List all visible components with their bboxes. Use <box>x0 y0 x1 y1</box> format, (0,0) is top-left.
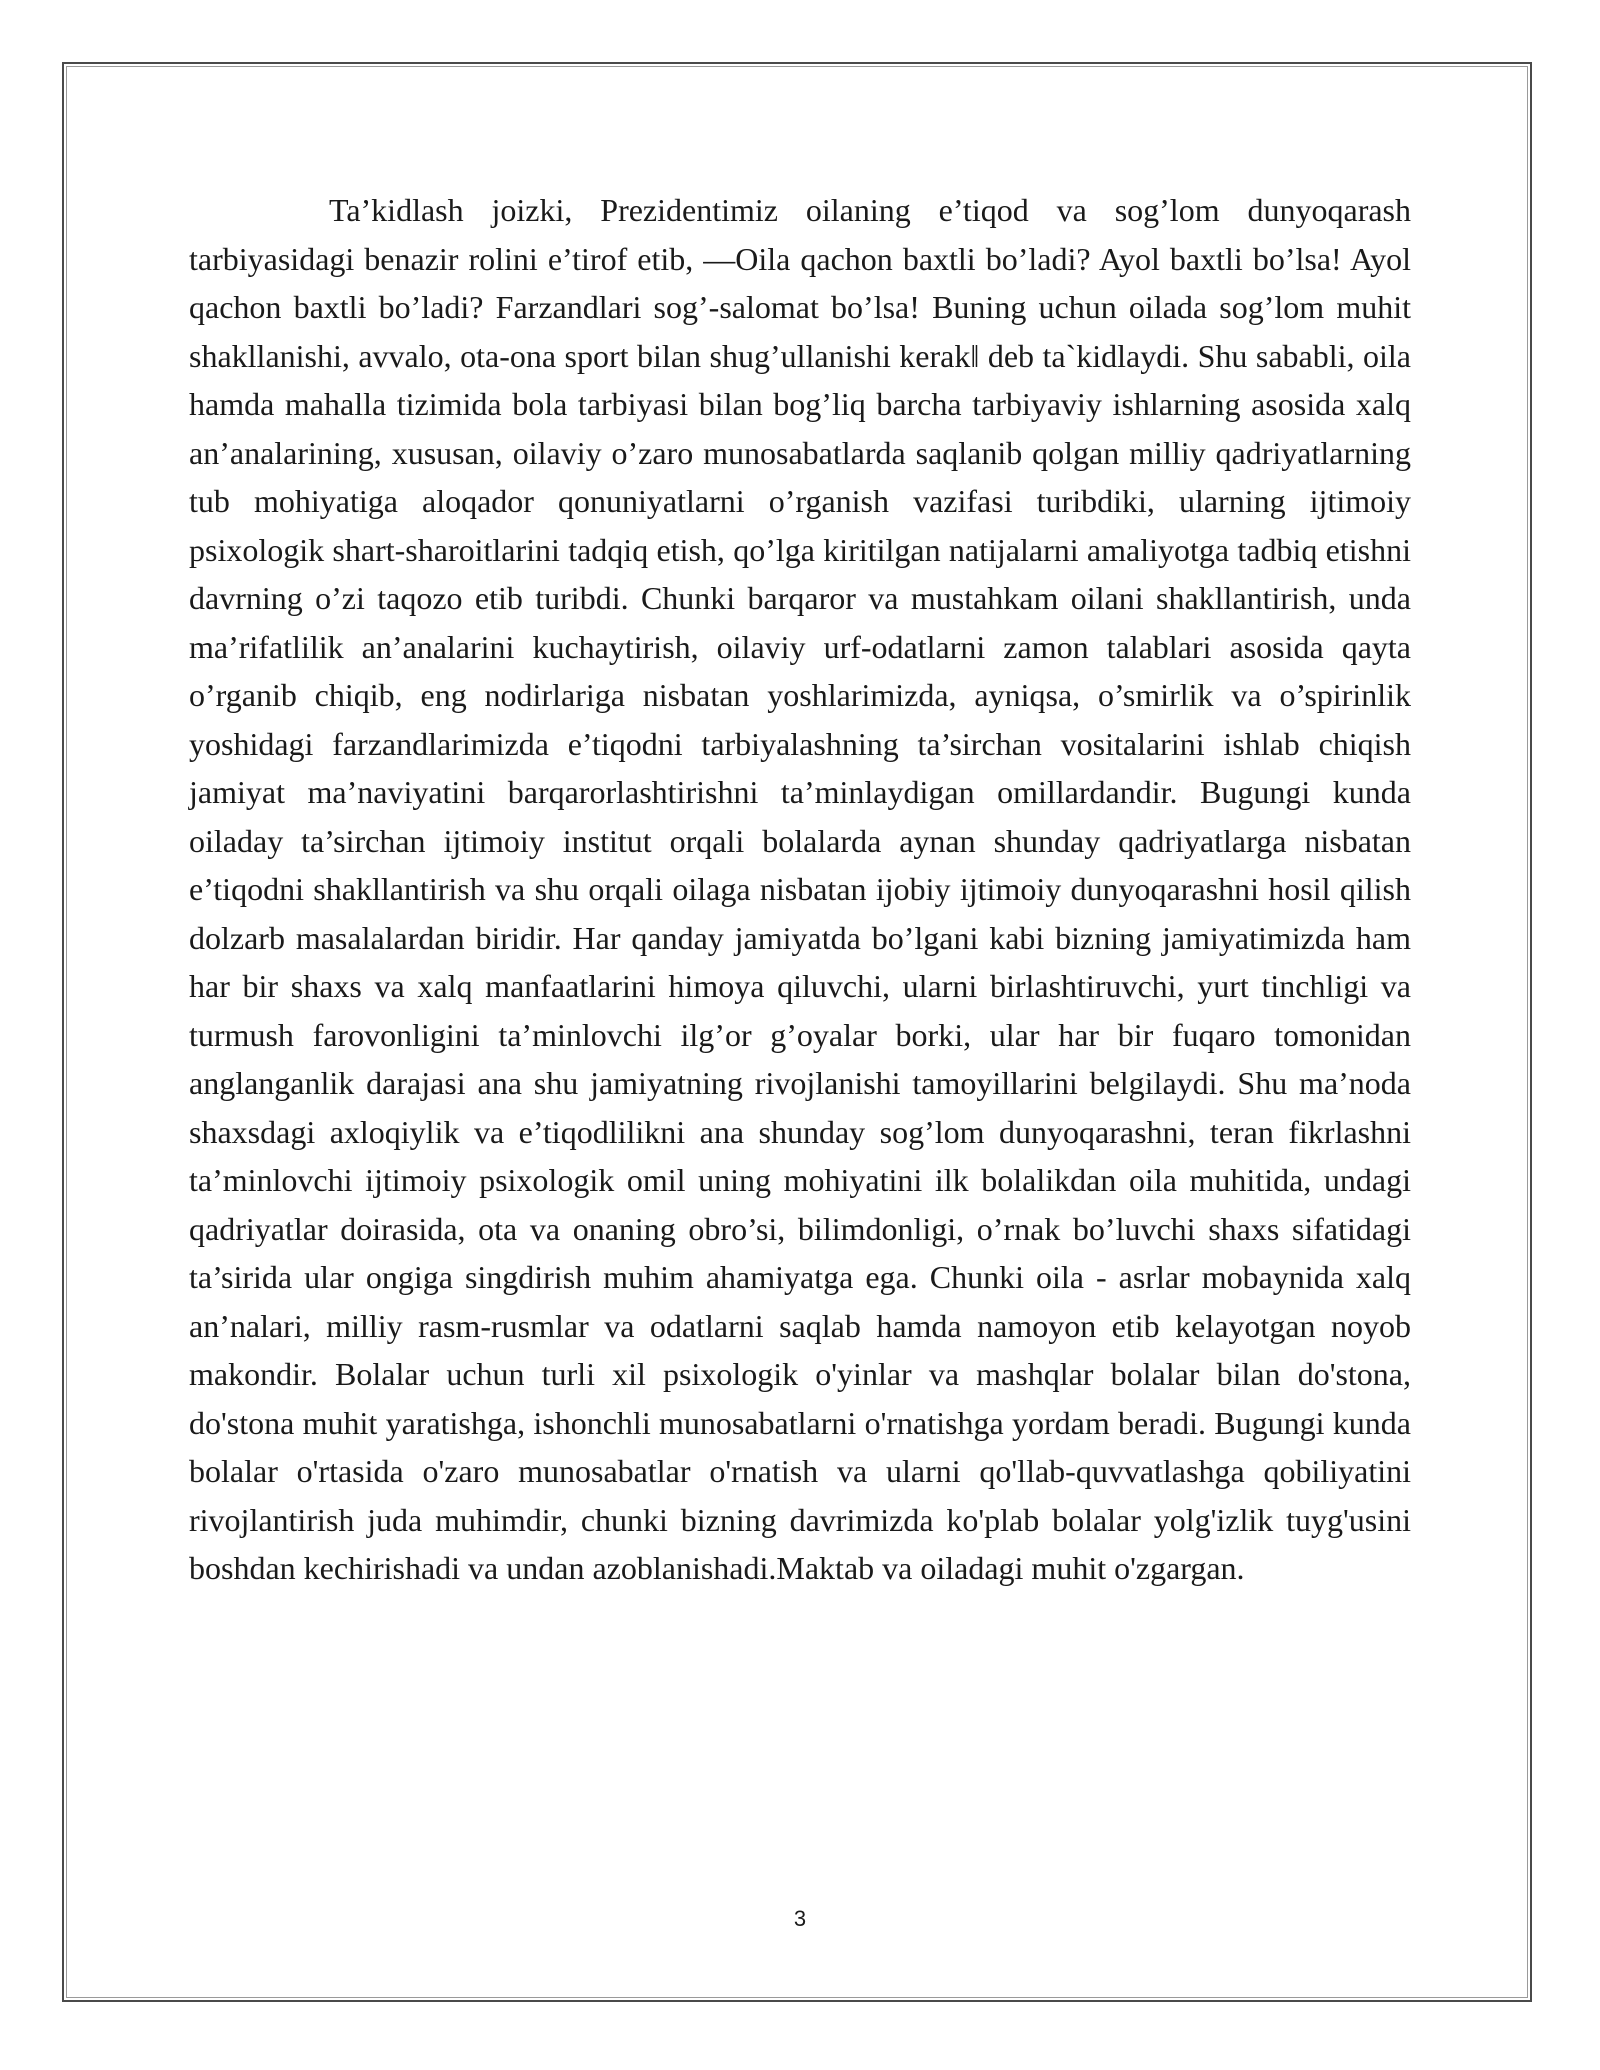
page-number: 3 <box>793 1906 807 1931</box>
body-paragraph: Ta’kidlash joizki, Prezidentimiz oilaning e’tiqod va sog’lom dunyoqarash tarbiyasidagi benazir rolini e’tirof etib, ―Oila qachon baxtli bo’ladi? Ayol baxtli bo’lsa! Ayol qachon baxtli bo’ladi? Farzandlari sog’-salomat bo’lsa! Buning uchun oilada sog’lom muhit shakllanishi, avvalo, ota-ona sport bilan shug’ullanishi kerak‖ deb ta`kidlaydi. Shu sababli, oila hamda mahalla tizimida bola tarbiyasi bilan bog’liq barcha tarbiyaviy ishlarning asosida xalq an’analarining, xususan, oilaviy o’zaro munosabatlarda saqlanib qolgan milliy qadriyatlarning tub mohiyatiga aloqador qonuniyatlarni o’rganish vazifasi turibdiki, ularning ijtimoiy psixologik shart-sharoitlarini tadqiq etish, qo’lga kiritilgan natijalarni amaliyotga tadbiq etishni davrning o’zi taqozo etib turibdi. Chunki barqaror va mustahkam oilani shakllantirish, unda ma’rifatlilik an’analarini kuchaytirish, oilaviy urf-odatlarni zamon talablari asosida qayta o’rganib chiqib, eng nodirlariga nisbatan yoshlarimizda, ayniqsa, o’smirlik va o’spirinlik yoshidagi farzandlarimizda e’tiqodni tarbiyalashning ta’sirchan vositalarini ishlab chiqish jamiyat ma’naviyatini barqarorlashtirishni ta’minlaydigan omillardandir. Bugungi kunda oiladay ta’sirchan ijtimoiy institut orqali bolalarda aynan shunday qadriyatlarga nisbatan e’tiqodni shakllantirish va shu orqali oilaga nisbatan ijobiy ijtimoiy dunyoqarashni hosil qilish dolzarb masalalardan biridir. Har qanday jamiyatda bo’lgani kabi bizning jamiyatimizda ham har bir shaxs va xalq manfaatlarini himoya qiluvchi, ularni birlashtiruvchi, yurt tinchligi va turmush farovonligini ta’minlovchi ilg’or g’oyalar borki, ular har bir fuqaro tomonidan anglanganlik darajasi ana shu jamiyatning rivojlanishi tamoyillarini belgilaydi. Shu ma’noda shaxsdagi axloqiylik va e’tiqodlilikni ana shunday sog’lom dunyoqarashni, teran fikrlashni ta’minlovchi ijtimoiy psixologik omil uning mohiyatini ilk bolalikdan oila muhitida, undagi qadriyatlar doirasida, ota va onaning obro’si, bilimdonligi, o’rnak bo’luvchi shaxs sifatidagi ta’sirida ular ongiga singdirish muhim ahamiyatga ega. Chunki oila - asrlar mobaynida xalq an’nalari, milliy rasm-rusmlar va odatlarni saqlab hamda namoyon etib kelayotgan noyob makondir. Bolalar uchun turli xil psixologik o'yinlar va mashqlar bolalar bilan do'stona, do'stona muhit yaratishga, ishonchli munosabatlarni o'rnatishga yordam beradi. Bugungi kunda bolalar o'rtasida o'zaro munosabatlar o'rnatish va ularni qo'llab-quvvatlashga qobiliyatini rivojlantirish juda muhimdir, chunki bizning davrimizda ko'plab bolalar yolg'izlik tuyg'usini boshdan kechirishadi va undan azoblanishadi.Maktab va oiladagi muhit o'zgargan. <box>189 192 1411 1586</box>
